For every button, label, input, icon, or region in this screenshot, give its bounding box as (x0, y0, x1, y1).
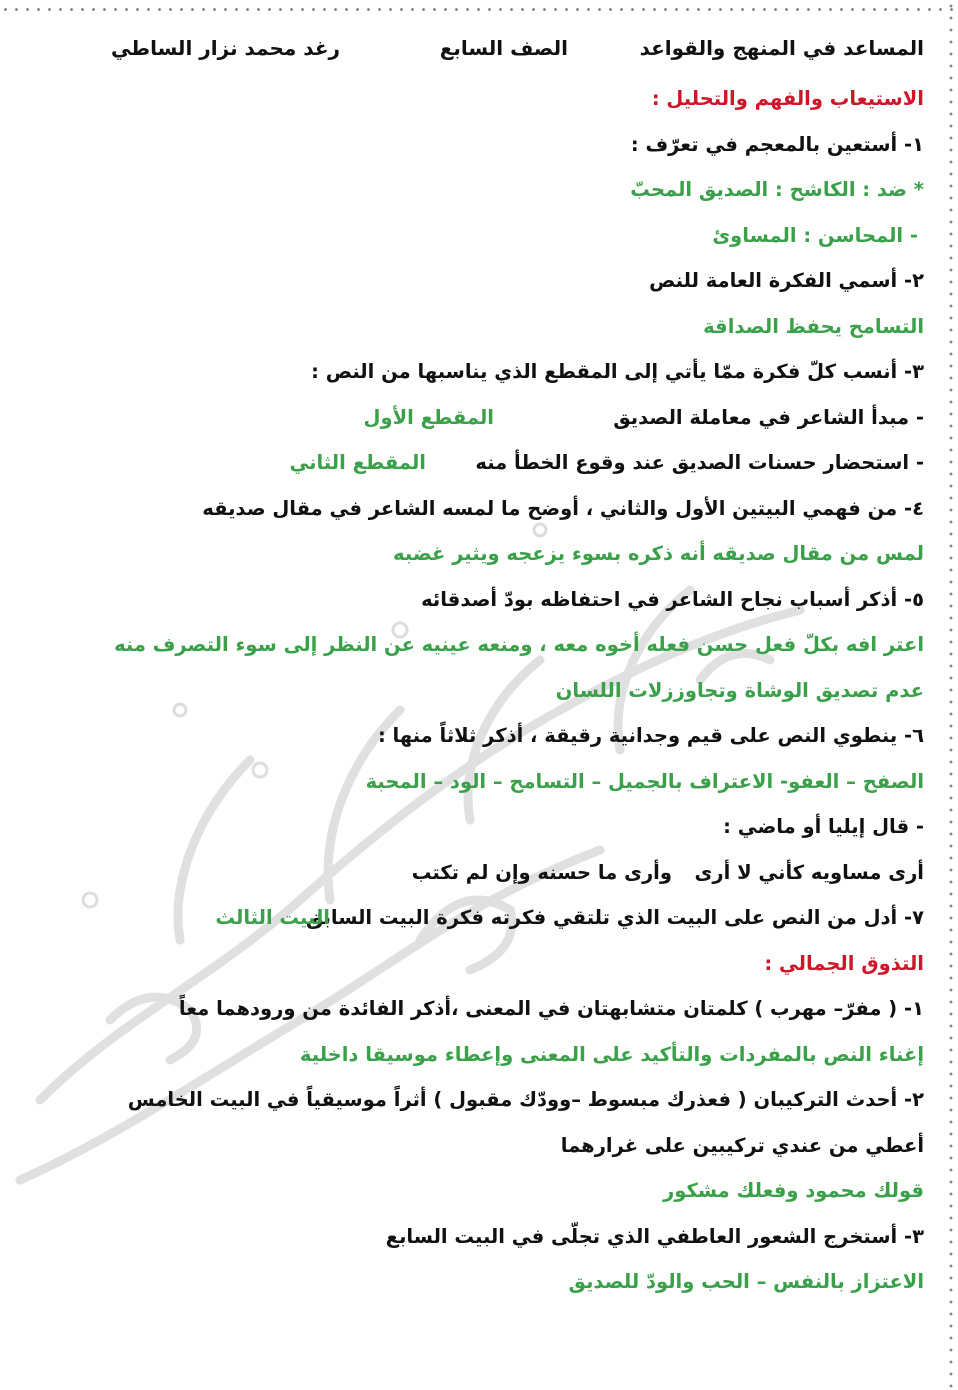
aesthetic-question-1: ١- ( مفرّ– مهرب ) كلمتان متشابهتان في المعنى ،أذكر الفائدة من ورودهما معاً (178, 997, 924, 1020)
question-3-item-2 (24, 440, 924, 486)
question-7-text: ٧- أدل من النص على البيت الذي تلتقي فكرته فكرة البيت السابق (306, 906, 924, 929)
section-heading-aesthetic: التذوق الجمالي : (764, 951, 924, 975)
item-2-answer: المقطع الثاني (289, 451, 426, 474)
aesthetic-question-3: ٣- أستخرج الشعور العاطفي الذي تجلّى في البيت السابع (385, 1224, 924, 1248)
header-title: المساعد في المنهج والقواعد (639, 36, 924, 60)
item-1-answer: المقطع الأول (363, 405, 494, 429)
verse-second-hemistich: وأرى ما حسنه وإن لم تكتب (411, 860, 672, 884)
question-3-item-1 (24, 395, 924, 441)
answer-4: لمس من مقال صديقه أنه ذكره بسوء يزعجه ويثير غضبه (393, 542, 924, 565)
answer-5b: عدم تصديق الوشاة وتجاوززلات اللسان (555, 678, 924, 702)
answer-6: الصفح – العفو- الاعتراف بالجميل – التسامح – الود – المحبة (365, 769, 924, 793)
quote-intro: - قال إيليا أو ماضي : (723, 815, 924, 838)
verse-first-hemistich: أرى مساويه كأني لا أرى (694, 860, 924, 884)
answer-7: البيت الثالث (215, 906, 330, 929)
answer-1a: * ضد : الكاشح : الصديق المحبّ (630, 178, 924, 201)
worksheet-content (24, 76, 924, 1305)
dotted-border-top (0, 0, 958, 22)
question-4: ٤- من فهمي البيتين الأول والثاني ، أوضح ما لمسه الشاعر في مقال صديقه (202, 496, 924, 520)
question-3: ٣- أنسب كلّ فكرة ممّا يأتي إلى المقطع الذي يناسبها من النص : (311, 360, 924, 383)
item-1-text: - مبدأ الشاعر في معاملة الصديق (613, 405, 924, 429)
aesthetic-question-2: ٢- أحدث التركيبان ( فعذرك مبسوط –وودّك مقبول ) أثراً موسيقياً في البيت الخامس (127, 1088, 924, 1111)
question-5: ٥- أذكر أسباب نجاح الشاعر في احتفاظه بودّ أصدقائه (421, 587, 924, 611)
page-header (60, 36, 924, 70)
header-author: رغد محمد نزار الساطي (111, 36, 340, 60)
answer-1b: - المحاسن : المساوئ (712, 223, 918, 247)
dotted-border-right (944, 0, 958, 1390)
aesthetic-answer-2: قولك محمود وفعلك مشكور (663, 1179, 924, 1202)
answer-2: التسامح يحفظ الصداقة (703, 314, 924, 338)
aesthetic-answer-1: إغناء النص بالمفردات والتأكيد على المعنى وإعطاء موسيقا داخلية (299, 1042, 924, 1066)
header-grade: الصف السابع (439, 36, 568, 60)
answer-5a: اعتر افه بكلّ فعل حسن فعله أخوه معه ، ومنعه عينيه عن النظر إلى سوء التصرف منه (114, 633, 924, 656)
item-2-text: - استحضار حسنات الصديق عند وقوع الخطأ منه (475, 451, 924, 474)
aesthetic-answer-3: الاعتزاز بالنفس – الحب والودّ للصديق (568, 1270, 924, 1293)
question-7 (24, 895, 924, 941)
question-6: ٦- ينطوي النص على قيم وجدانية رقيقة ، أذكر ثلاثاً منها : (377, 724, 924, 747)
section-heading-comprehension: الاستيعاب والفهم والتحليل : (651, 87, 924, 110)
question-1: ١- أستعين بالمعجم في تعرّف : (630, 132, 924, 156)
question-2: ٢- أسمي الفكرة العامة للنص (649, 269, 924, 292)
poem-verse (24, 850, 924, 896)
aesthetic-question-2b: أعطي من عندي تركيبين على غرارهما (560, 1133, 924, 1157)
